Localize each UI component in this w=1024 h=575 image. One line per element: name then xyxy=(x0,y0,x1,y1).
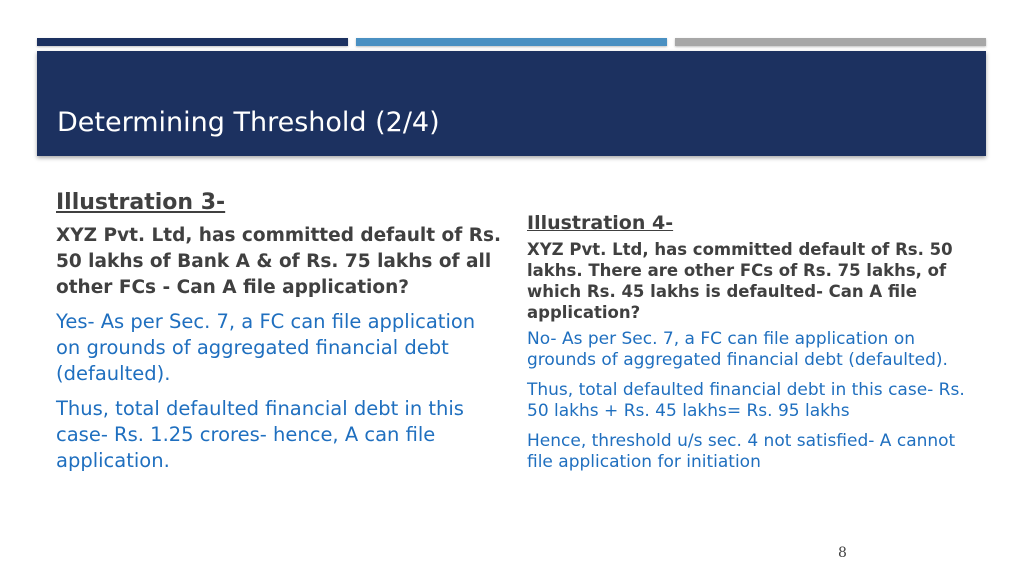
illustration-3-heading: Illustration 3- xyxy=(56,190,226,215)
illustration-3-answer-1: Yes- As per Sec. 7, a FC can file application on grounds of aggregated financial debt (defaulted). xyxy=(56,310,476,385)
illustration-4-question: XYZ Pvt. Ltd, has committed default of Rs. 50 lakhs. There are other FCs of Rs. 75 lakhs, of which Rs. 45 lakhs is defaulted- Can A file application? xyxy=(527,240,953,322)
title-band xyxy=(37,51,986,156)
illustration-4-column xyxy=(527,212,967,482)
illustration-4-answer-3: Hence, threshold u/s sec. 4 not satisfied- A cannot file application for initiation xyxy=(527,431,956,472)
accent-bar-gray xyxy=(675,38,986,46)
illustration-4-answer-1: No- As per Sec. 7, a FC can file application on grounds of aggregated financial debt (defaulted). xyxy=(527,329,948,370)
accent-bar-blue xyxy=(356,38,667,46)
illustration-3-column xyxy=(56,190,501,483)
accent-bar-dark xyxy=(37,38,348,46)
page-number: 8 xyxy=(838,545,847,561)
illustration-4-answer-2: Thus, total defaulted financial debt in this case- Rs. 50 lakhs + Rs. 45 lakhs= Rs. 95 lakhs xyxy=(527,380,965,421)
illustration-4-heading: Illustration 4- xyxy=(527,212,674,234)
slide-title: Determining Threshold (2/4) xyxy=(57,107,440,138)
illustration-3-question: XYZ Pvt. Ltd, has committed default of Rs. 50 lakhs of Bank A & of Rs. 75 lakhs of all other FCs - Can A file application? xyxy=(56,225,501,298)
illustration-3-answer-2: Thus, total defaulted financial debt in this case- Rs. 1.25 crores- hence, A can file application. xyxy=(56,397,464,472)
